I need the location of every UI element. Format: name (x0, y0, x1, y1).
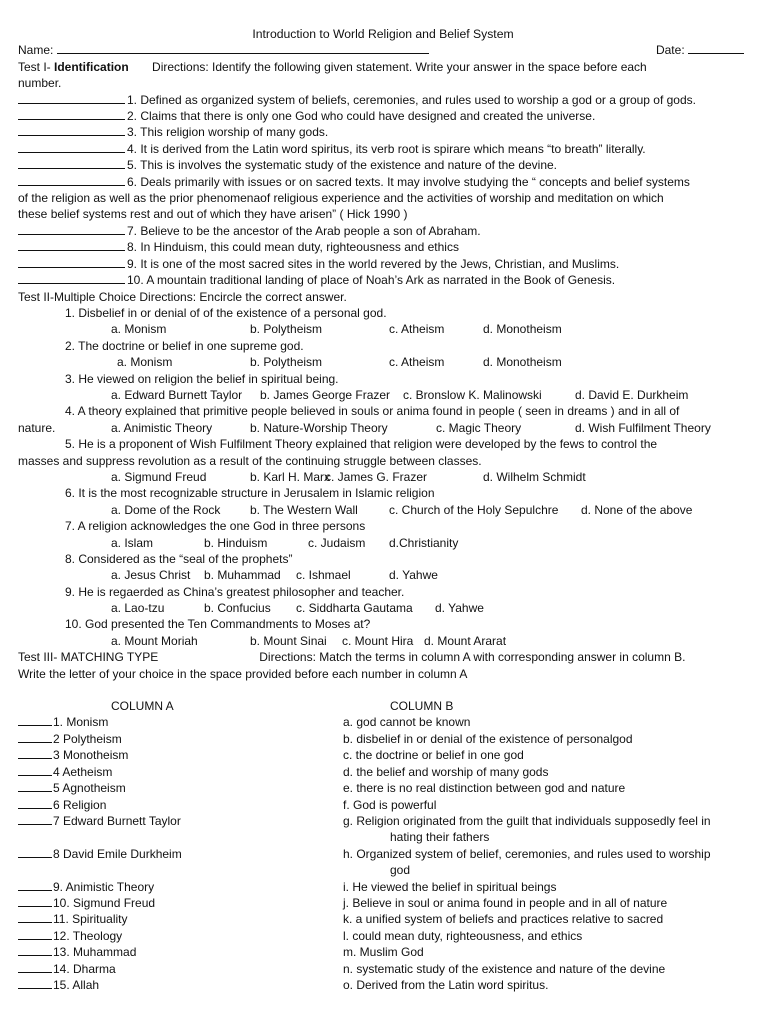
answer-blank[interactable] (18, 124, 125, 136)
question-1: 1. Disbelief in or denial of of the existence of a personal god. (65, 305, 387, 320)
matching-row (18, 747, 748, 763)
column-a-item[interactable] (18, 764, 343, 780)
matching-row (18, 846, 748, 879)
question-10-options (18, 633, 748, 649)
option-b[interactable]: b. Nature-Worship Theory (250, 420, 388, 435)
test1-item-1[interactable] (18, 92, 748, 108)
term-text: 4 Aetheism (53, 764, 113, 779)
option-a[interactable]: a. Monism (111, 322, 167, 337)
choice-text: e. there is no real distinction between god and nature (343, 781, 626, 796)
term-text: 2 Polytheism (53, 731, 122, 746)
question-4-options (18, 420, 748, 436)
option-c[interactable]: c. Atheism (389, 322, 445, 337)
name-date-row (18, 42, 748, 58)
test3-heading: Test III- MATCHING TYPE Directions: Match the terms in column A with corresponding answer in column B. (18, 650, 686, 665)
term-text: 1. Monism (53, 715, 109, 730)
question-1-options (18, 321, 748, 337)
column-b-header: COLUMN B (390, 699, 454, 714)
answer-blank[interactable] (18, 944, 52, 956)
column-a-header: COLUMN A (111, 699, 174, 714)
choice-text: g. Religion originated from the guilt that individuals supposedly feel in (343, 813, 711, 828)
option-d[interactable]: d. Yahwe (389, 568, 438, 583)
item-text: 7. Believe to be the ancestor of the Arab people a son of Abraham. (127, 223, 481, 238)
option-c[interactable]: c. Mount Hira (342, 633, 414, 648)
item-text: 8. In Hinduism, this could mean duty, righteousness and ethics (127, 240, 459, 255)
term-text: 5 Agnotheism (53, 781, 126, 796)
matching-row (18, 764, 748, 780)
column-b-item (343, 928, 748, 944)
matching-row (18, 977, 748, 993)
question-9: 9. He is regaerded as China’s greatest philosopher and teacher. (65, 584, 405, 599)
option-b[interactable]: b. Hinduism (204, 535, 268, 550)
question-4: 4. A theory explained that primitive people believed in souls or anima found in people ( seen in dreams ) and in all of (65, 404, 680, 419)
answer-blank[interactable] (18, 961, 52, 973)
choice-text: h. Organized system of belief, ceremonies, and rules used to worship (343, 846, 711, 861)
option-c[interactable]: c. Atheism (389, 355, 445, 370)
option-d[interactable]: d. Mount Ararat (424, 633, 507, 648)
term-text: 14. Dharma (53, 961, 116, 976)
column-a-item[interactable] (18, 747, 343, 763)
test2-heading: Test II-Multiple Choice Directions: Encircle the correct answer. (18, 289, 347, 304)
option-c[interactable]: c. Siddharta Gautama (296, 601, 413, 616)
column-a-item[interactable] (18, 797, 343, 813)
test1-item-4[interactable] (18, 141, 748, 157)
test1-item-7[interactable] (18, 223, 748, 239)
term-text: 7 Edward Burnett Taylor (53, 813, 181, 828)
question-8-options (18, 567, 748, 583)
question-10: 10. God presented the Ten Commandments to Moses at? (65, 617, 371, 632)
question-8: 8. Considered as the “seal of the prophets” (65, 551, 293, 566)
matching-row (18, 731, 748, 747)
option-d[interactable]: d. Yahwe (435, 601, 484, 616)
answer-blank[interactable] (18, 928, 52, 940)
column-b-item (343, 714, 748, 730)
answer-blank[interactable] (18, 92, 125, 104)
matching-row (18, 797, 748, 813)
question-7-options (18, 535, 748, 551)
choice-text: d. the belief and worship of many gods (343, 764, 549, 779)
column-a-item[interactable] (18, 944, 343, 960)
term-text: 3 Monotheism (53, 748, 129, 763)
option-b[interactable]: b. Polytheism (250, 322, 323, 337)
column-b-item (343, 764, 748, 780)
column-a-item[interactable] (18, 731, 343, 747)
date-field[interactable]: Date: (656, 42, 744, 58)
choice-text: m. Muslim God (343, 945, 424, 960)
term-text: 10. Sigmund Freud (53, 895, 156, 910)
test1-item-6-cont: these belief systems rest and out of which they have arisen” ( Hick 1990 ) (18, 207, 408, 222)
item-text: 4. It is derived from the Latin word spiritus, its verb root is spirare which means “to breath” literally. (127, 141, 646, 156)
column-a-item[interactable] (18, 813, 343, 846)
question-2: 2. The doctrine or belief in one supreme god. (65, 338, 304, 353)
test1-heading: Test I- Identification Directions: Identify the following given statement. Write your answer in the space before each (18, 59, 647, 74)
option-d[interactable]: d. Monotheism (483, 322, 562, 337)
term-text: 9. Animistic Theory (53, 879, 155, 894)
column-b-item (343, 813, 748, 846)
term-text: 12. Theology (53, 928, 123, 943)
worksheet (18, 26, 748, 993)
matching-row (18, 714, 748, 730)
answer-blank[interactable] (18, 879, 52, 891)
column-b-item (343, 747, 748, 763)
term-text: 11. Spirituality (53, 912, 128, 927)
question-6: 6. It is the most recognizable structure in Jerusalem in Islamic religion (65, 486, 435, 501)
page-title: Introduction to World Religion and Belief System (252, 27, 514, 41)
choice-text: k. a unified system of beliefs and practices relative to sacred (343, 912, 664, 927)
term-text: 8 David Emile Durkheim (53, 846, 182, 861)
column-b-item (343, 846, 748, 879)
option-c[interactable]: c. James G. Frazer (325, 469, 428, 484)
term-text: 15. Allah (53, 977, 100, 992)
option-d[interactable]: d. Wilhelm Schmidt (483, 469, 586, 484)
name-field[interactable]: Name: (18, 42, 429, 58)
option-b[interactable]: b. James George Frazer (260, 387, 391, 402)
item-text: 10. A mountain traditional landing of place of Noah’s Ark as narrated in the Book of Genesis. (127, 273, 616, 288)
column-a-item[interactable] (18, 780, 343, 796)
choice-text: c. the doctrine or belief in one god (343, 748, 524, 763)
answer-blank[interactable] (18, 272, 125, 284)
matching-row (18, 944, 748, 960)
column-a-item[interactable] (18, 714, 343, 730)
question-2-options (18, 354, 748, 370)
option-d[interactable]: d. Monotheism (483, 355, 562, 370)
question-6-options (18, 502, 748, 518)
option-b[interactable]: b. Mount Sinai (250, 633, 327, 648)
option-a[interactable]: a. Animistic Theory (111, 420, 213, 435)
answer-blank[interactable] (18, 731, 52, 743)
column-a-item[interactable] (18, 928, 343, 944)
item-text: 2. Claims that there is only one God who could have designed and created the universe. (127, 109, 596, 124)
option-b[interactable]: b. The Western Wall (250, 502, 358, 517)
answer-blank[interactable] (18, 108, 125, 120)
matching-row (18, 928, 748, 944)
column-a-item[interactable] (18, 977, 343, 993)
item-text: 3. This religion worship of many gods. (127, 125, 329, 140)
answer-blank[interactable] (18, 797, 52, 809)
answer-blank[interactable] (18, 911, 52, 923)
column-a-item[interactable] (18, 895, 343, 911)
choice-text: j. Believe in soul or anima found in people and in all of nature (343, 895, 668, 910)
choice-text: n. systematic study of the existence and nature of the devine (343, 961, 666, 976)
answer-blank[interactable] (18, 895, 52, 907)
choice-text: f. God is powerful (343, 797, 437, 812)
option-c[interactable]: c. Magic Theory (436, 420, 522, 435)
option-a[interactable]: a. Edward Burnett Taylor (111, 387, 243, 402)
column-b-item (343, 911, 748, 927)
column-b-item (343, 879, 748, 895)
answer-blank[interactable] (18, 747, 52, 759)
option-b[interactable]: b. Polytheism (250, 355, 323, 370)
option-a[interactable]: a. Monism (117, 355, 173, 370)
answer-blank[interactable] (18, 846, 52, 858)
column-b-item (343, 731, 748, 747)
answer-blank[interactable] (18, 977, 52, 989)
test3-directions: Write the letter of your choice in the space provided before each number in column A (18, 666, 468, 681)
question-5-cont: masses and suppress revolution as a result of the continuing struggle between classes. (18, 453, 482, 468)
term-text: 6 Religion (53, 797, 107, 812)
option-d[interactable]: d. Wish Fulfilment Theory (575, 420, 711, 435)
column-b-item (343, 895, 748, 911)
test1-item-10[interactable] (18, 272, 748, 288)
test1-item-3[interactable] (18, 124, 748, 140)
item-text: 1. Defined as organized system of beliefs, ceremonies, and rules used to worship a god or a group of gods. (127, 92, 696, 107)
question-3-options (18, 387, 748, 403)
term-text: 13. Muhammad (53, 945, 137, 960)
test1-item-9[interactable] (18, 256, 748, 272)
answer-blank[interactable] (18, 780, 52, 792)
option-a[interactable]: a. Mount Moriah (111, 633, 198, 648)
choice-text: l. could mean duty, righteousness, and ethics (343, 928, 583, 943)
column-headers (18, 698, 748, 714)
matching-row (18, 895, 748, 911)
matching-row (18, 879, 748, 895)
answer-blank[interactable] (18, 223, 125, 235)
column-a-item[interactable] (18, 879, 343, 895)
option-b[interactable]: b. Karl H. Marx (250, 469, 331, 484)
choice-text-cont: hating their fathers (390, 830, 490, 845)
answer-blank[interactable] (18, 157, 125, 169)
option-c[interactable]: c. Ishmael (296, 568, 351, 583)
option-a[interactable]: a. Islam (111, 535, 154, 550)
test1-item-8[interactable] (18, 239, 748, 255)
question-4-cont: nature. (18, 420, 56, 435)
choice-text: a. god cannot be known (343, 715, 471, 730)
matching-row (18, 961, 748, 977)
choice-text: o. Derived from the Latin word spiritus. (343, 977, 549, 992)
option-c[interactable]: c. Church of the Holy Sepulchre (389, 502, 559, 517)
column-b-item (343, 780, 748, 796)
option-c[interactable]: c. Judaism (308, 535, 366, 550)
matching-row (18, 911, 748, 927)
test1-item-2[interactable] (18, 108, 748, 124)
option-a[interactable]: a. Sigmund Freud (111, 469, 207, 484)
answer-blank[interactable] (18, 239, 125, 251)
option-d[interactable]: d. None of the above (581, 502, 693, 517)
column-b-item (343, 977, 748, 993)
option-b[interactable]: b. Muhammad (204, 568, 281, 583)
answer-blank[interactable] (18, 141, 125, 153)
option-d[interactable]: d. David E. Durkheim (575, 387, 689, 402)
question-5-options (18, 469, 748, 485)
answer-blank[interactable] (18, 813, 52, 825)
option-d[interactable]: d.Christianity (389, 535, 459, 550)
choice-text: i. He viewed the belief in spiritual beings (343, 879, 557, 894)
matching-row (18, 780, 748, 796)
test1-item-5[interactable] (18, 157, 748, 173)
answer-blank[interactable] (18, 764, 52, 776)
option-a[interactable]: a. Jesus Christ (111, 568, 191, 583)
choice-text-cont: god (390, 863, 411, 878)
question-3: 3. He viewed on religion the belief in spiritual being. (65, 371, 339, 386)
item-text: 9. It is one of the most sacred sites in the world revered by the Jews, Christian, and Muslims. (127, 256, 620, 271)
test1-item-6-cont: of the religion as well as the prior phenomenaof religious experience and the activities of worship and meditation on which (18, 191, 664, 206)
column-b-item (343, 961, 748, 977)
test1-directions-cont: number. (18, 76, 62, 91)
column-b-item (343, 944, 748, 960)
item-text: 5. This is involves the systematic study of the existence and nature of the devine. (127, 158, 558, 173)
column-b-item (343, 797, 748, 813)
question-7: 7. A religion acknowledges the one God in three persons (65, 519, 366, 534)
column-a-item[interactable] (18, 961, 343, 977)
question-5: 5. He is a proponent of Wish Fulfilment Theory explained that religion were developed by the fews to control the (65, 437, 658, 452)
test1-item-6[interactable]: 6. Deals primarily with issues or on sacred texts. It may involve studying the “ concepts and belief systems (18, 174, 748, 190)
answer-blank[interactable] (18, 714, 52, 726)
answer-blank[interactable] (18, 256, 125, 268)
column-a-item[interactable] (18, 846, 343, 879)
option-c[interactable]: c. Bronslow K. Malinowski (403, 387, 542, 402)
question-9-options (18, 600, 748, 616)
column-a-item[interactable] (18, 911, 343, 927)
option-a[interactable]: a. Lao-tzu (111, 601, 165, 616)
choice-text: b. disbelief in or denial of the existence of personalgod (343, 731, 633, 746)
option-b[interactable]: b. Confucius (204, 601, 271, 616)
matching-row (18, 813, 748, 846)
option-a[interactable]: a. Dome of the Rock (111, 502, 221, 517)
